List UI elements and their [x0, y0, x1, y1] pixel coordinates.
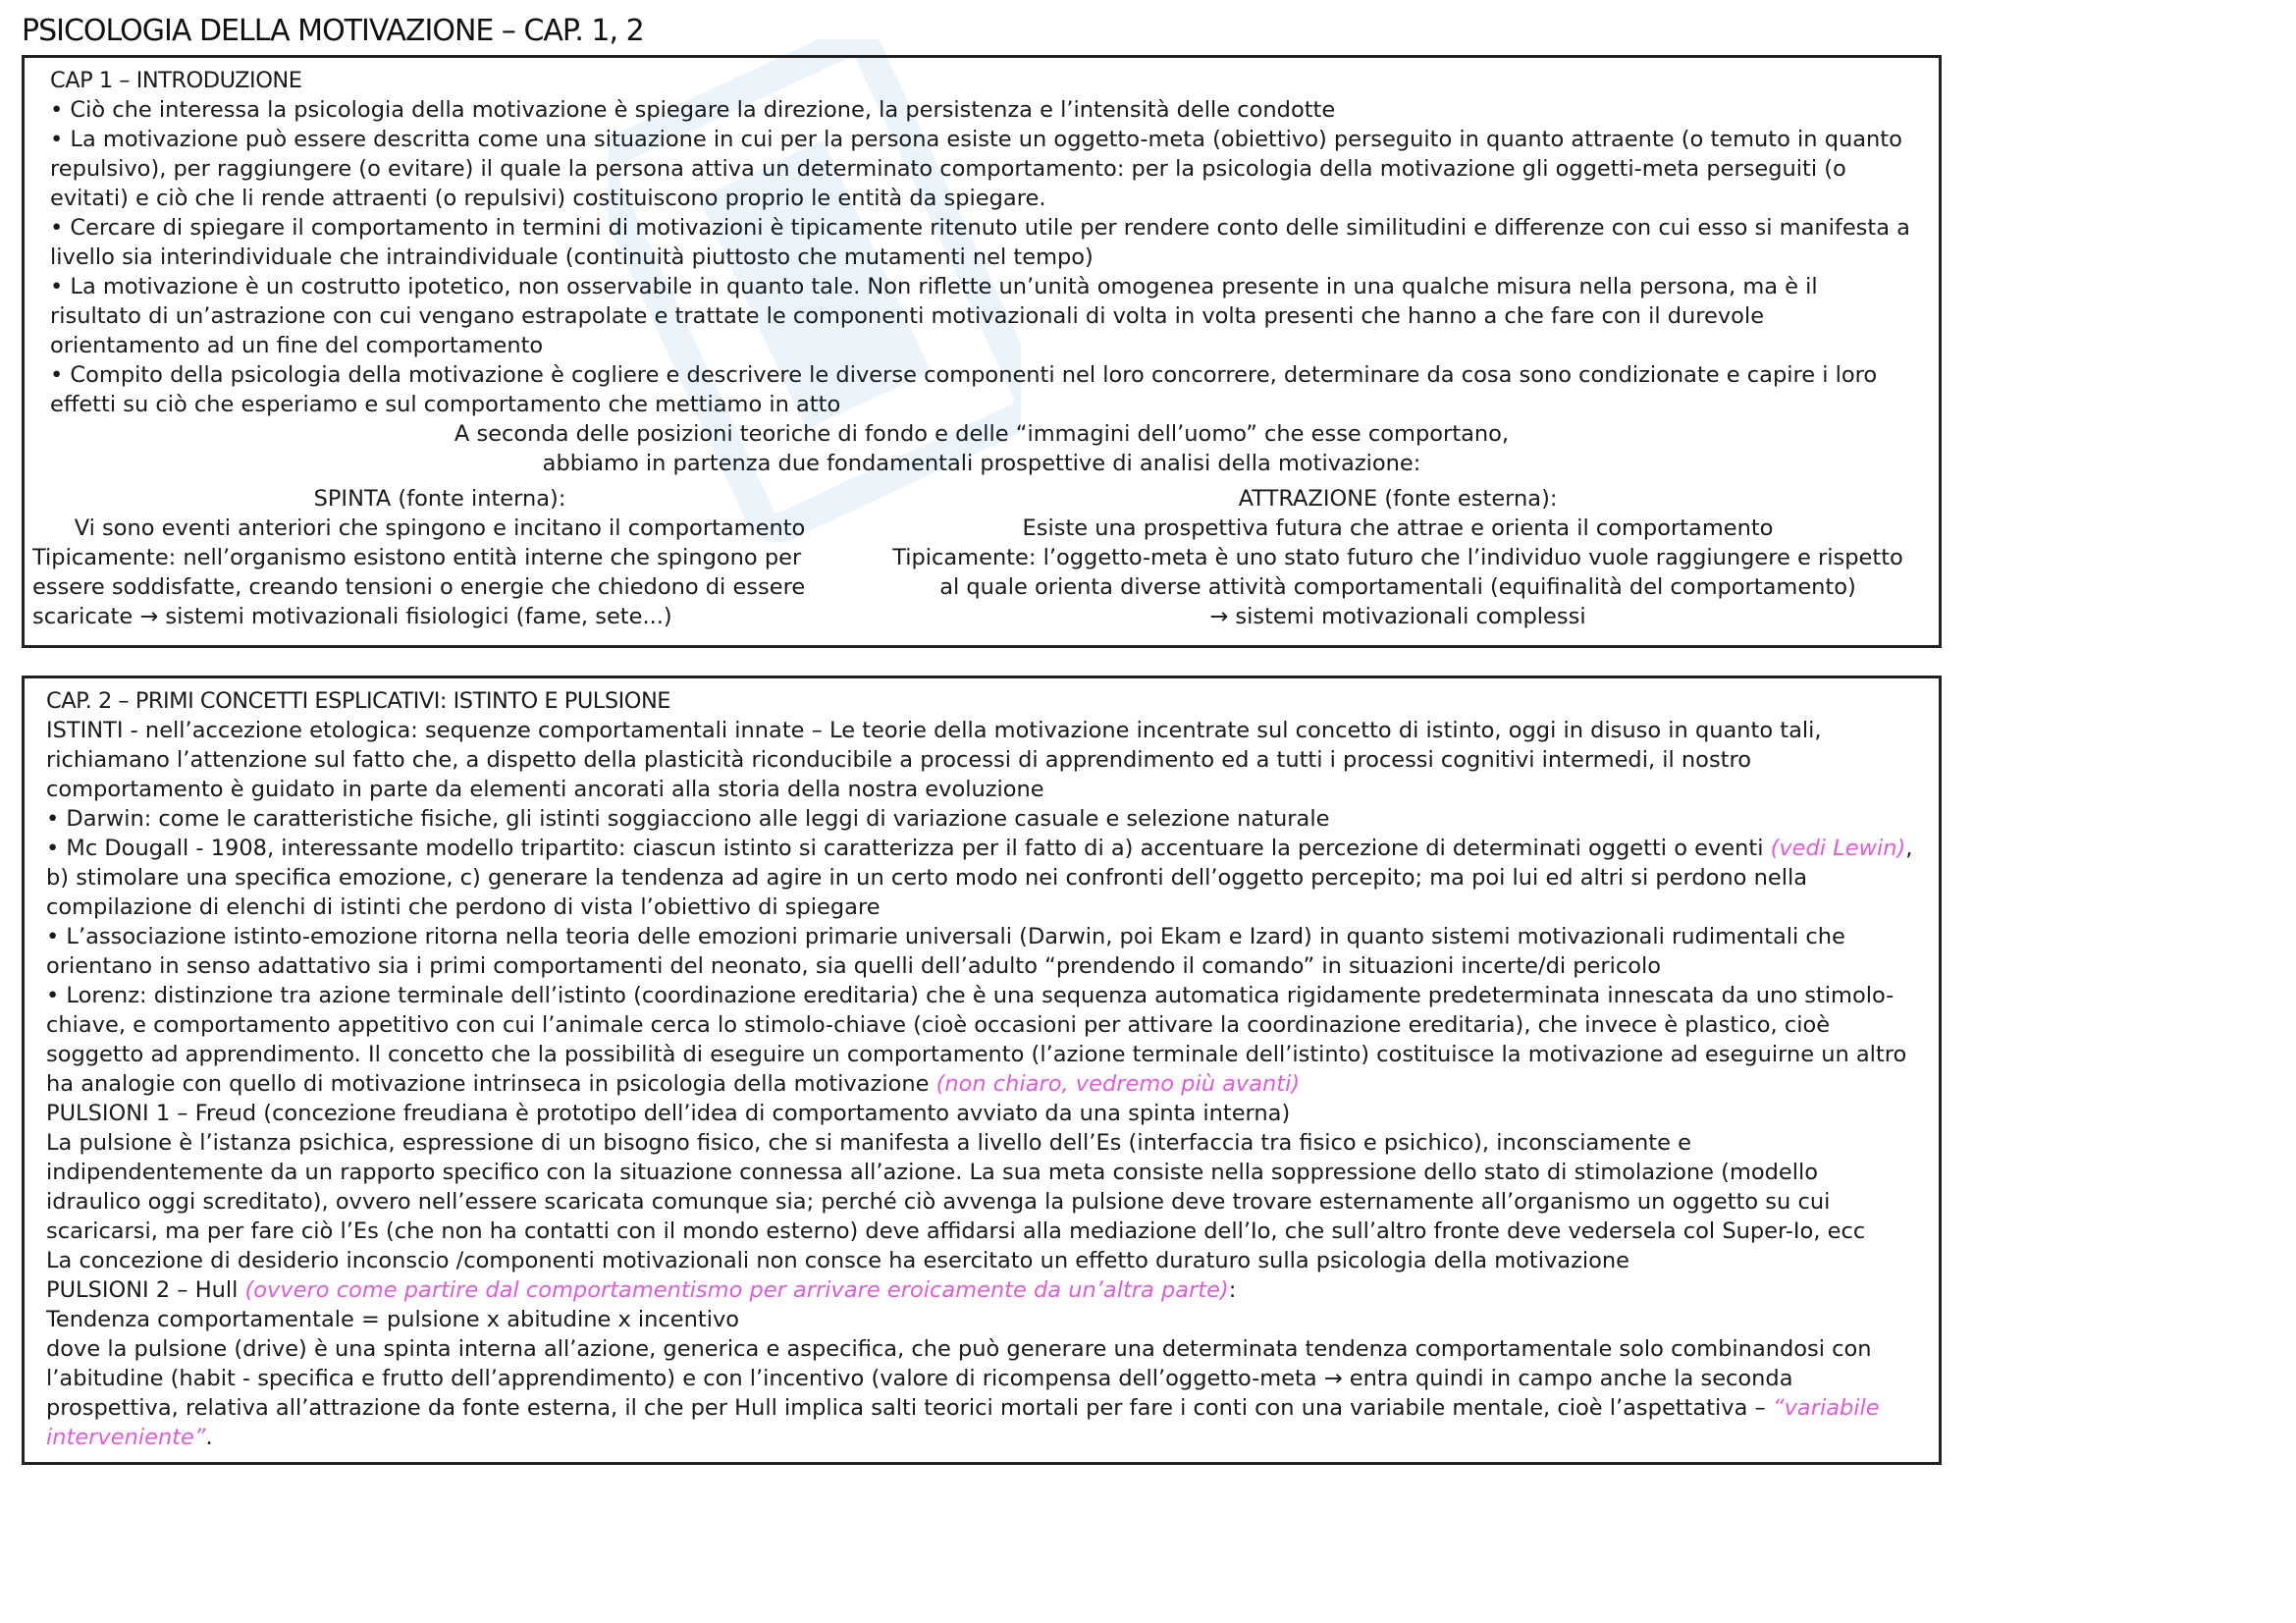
- attrazione-line-1: Esiste una prospettiva futura che attrae e orienta il comportamento: [1022, 515, 1774, 541]
- istinti-paragraph: ISTINTI - nell’accezione etologica: sequenze comportamentali innate – Le teorie della motivazione incentrate sul concetto di istinto, oggi in disuso in quanto tali, richiamano l’attenzione sul fatto che, a dispetto della plasticità riconducibile a processi di apprendimento ed a tutti i processi cognitivi intermedi, il nostro comportamento è guidato in parte da elementi ancorati alla storia della nostra evoluzione: [46, 718, 1822, 802]
- spinta-title: SPINTA (fonte interna):: [313, 486, 566, 512]
- mcdougall-text-b: , b) stimolare una specifica emozione, c) generare la tendenza ad agire in un certo modo nei confronti dell’oggetto percepito; ma poi lui ed altri si perdono nella compilazione di elenchi di istinti che perdono di vista l’obiettivo di spiegare: [46, 836, 1913, 920]
- chapter-1-bullet: • La motivazione può essere descritta come una situazione in cui per la persona esiste un oggetto-meta (obiettivo) perseguito in quanto attraente (o temuto in quanto repulsivo), per raggiungere (o evitare) il quale la persona attiva un determinato comportamento: per la psicologia della motivazione gli oggetti-meta perseguiti (o evitati) e ciò che li rende attraenti (o repulsivi) costituiscono proprio le entità da spiegare.: [50, 127, 1902, 211]
- chapter-2-box: [22, 676, 1942, 1465]
- attrazione-title: ATTRAZIONE (fonte esterna):: [1238, 486, 1558, 512]
- chapter-1-title: CAP 1 – INTRODUZIONE: [50, 68, 302, 93]
- lorenz-bullet: [46, 981, 1913, 1099]
- mcdougall-bullet: [46, 834, 1913, 922]
- hull-text: dove la pulsione (drive) è una spinta interna all’azione, generica e aspecifica, che può generare una determinata tendenza comportamentale solo combinandosi con l’abitudine (habit - specifica e frutto dell’apprendimento) e con l’incentivo (valore di ricompensa dell’oggetto-meta → entra quindi in campo anche la seconda prospettiva, relativa all’attrazione da fonte esterna, il che per Hull implica salti teorici mortali per fare i conti con una variabile mentale, cioè l’aspettativa –: [46, 1336, 1872, 1421]
- lorenz-text: • Lorenz: distinzione tra azione terminale dell’istinto (coordinazione ereditaria) che è una sequenza automatica rigidamente predeterminata innescata da uno stimolo-chiave, e comportamento appetitivo con cui l’animale cerca lo stimolo-chiave (cioè occasioni per attivare la coordinazione ereditaria), che invece è plastico, cioè soggetto ad apprendimento. Il concetto che la possibilità di eseguire un comportamento (l’azione terminale dell’istinto) costituisce la motivazione ad eseguirne un altro ha analogie con quello di motivazione intrinseca in psicologia della motivazione: [46, 983, 1907, 1097]
- pulsioni-1-title: PULSIONI 1 – Freud (concezione freudiana è prototipo dell’idea di comportamento avviato da una spinta interna): [46, 1101, 1291, 1126]
- chapter-1-bullet: • Compito della psicologia della motivazione è cogliere e descrivere le diverse componenti nel loro concorrere, determinare da cosa sono condizionate e capire i loro effetti su ciò che esperiamo e sul comportamento che mettiamo in atto: [50, 362, 1878, 417]
- spinta-column: [32, 484, 847, 631]
- perspectives-intro-line-1: A seconda delle posizioni teoriche di fondo e delle “immagini dell’uomo” che esse comportano,: [454, 421, 1510, 447]
- chapter-1-box: [22, 55, 1942, 648]
- pulsioni-1-body: La pulsione è l’istanza psichica, espressione di un bisogno fisico, che si manifesta a livello dell’Es (interfaccia tra fisico e psichico), inconsciamente e indipendentemente da un rapporto specifico con la situazione connessa all’azione. La sua meta consiste nella soppressione dello stato di stimolazione (modello idraulico oggi screditato), ovvero nell’essere scaricata comunque sia; perché ciò avvenga la pulsione deve trovare esternamente all’organismo un oggetto su cui scaricarsi, ma per fare ciò l’Es (che non ha contatti con il mondo esterno) deve affidarsi alla mediazione dell’Io, che sull’altro fronte deve vedersela col Super-Io, ecc: [46, 1130, 1866, 1244]
- chapter-1-bullet: • Cercare di spiegare il comportamento in termini di motivazioni è tipicamente ritenuto utile per rendere conto delle similitudini e differenze con cui esso si manifesta a livello sia interindividuale che intraindividuale (continuità piuttosto che mutamenti nel tempo): [50, 215, 1910, 270]
- darwin-bullet: • Darwin: come le caratteristiche fisiche, gli istinti soggiacciono alle leggi di variazione casuale e selezione naturale: [46, 806, 1330, 832]
- chapter-2-title: CAP. 2 – PRIMI CONCETTI ESPLICATIVI: ISTINTO E PULSIONE: [46, 688, 671, 714]
- hull-formula: Tendenza comportamentale = pulsione x abitudine x incentivo: [46, 1307, 740, 1332]
- attrazione-line-2: Tipicamente: l’oggetto-meta è uno stato futuro che l’individuo vuole raggiungere e rispetto al quale orienta diverse attività comportamentali (equifinalità del comportamento): [892, 545, 1903, 600]
- spinta-line-1: Vi sono eventi anteriori che spingono e incitano il comportamento: [74, 515, 806, 541]
- hull-end: .: [205, 1425, 213, 1450]
- pulsioni-2-colon: :: [1228, 1277, 1237, 1303]
- perspectives-columns: [32, 484, 1913, 631]
- pulsioni-2-title: PULSIONI 2 – Hull: [46, 1277, 245, 1303]
- pulsioni-2-note: (ovvero come partire dal comportamentismo per arrivare eroicamente da un’altra parte): [244, 1277, 1229, 1303]
- attrazione-column: [882, 484, 1913, 631]
- spinta-line-2: Tipicamente: nell’organismo esistono entità interne che spingono per essere soddisfatte, creando tensioni o energie che chiedono di essere scaricate → sistemi motivazionali fisiologici (fame, sete...): [32, 545, 806, 629]
- associazione-bullet: • L’associazione istinto-emozione ritorna nella teoria delle emozioni primarie universali (Darwin, poi Ekam e Izard) in quanto sistemi motivazionali rudimentali che orientano in senso adattativo sia i primi comportamenti del neonato, sia quelli dell’adulto “prendendo il comando” in situazioni incerte/di pericolo: [46, 924, 1845, 979]
- pulsioni-2-heading: [46, 1275, 1913, 1305]
- page-title: PSICOLOGIA DELLA MOTIVAZIONE – CAP. 1, 2: [22, 14, 644, 48]
- hull-note: “variabile interveniente”: [46, 1395, 1880, 1450]
- perspectives-intro-line-2: abbiamo in partenza due fondamentali prospettive di analisi della motivazione:: [542, 451, 1421, 476]
- lorenz-note: (non chiaro, vedremo più avanti): [935, 1071, 1301, 1097]
- attrazione-line-3: → sistemi motivazionali complessi: [1209, 604, 1586, 629]
- chapter-1-bullet: • Ciò che interessa la psicologia della motivazione è spiegare la direzione, la persistenza e l’intensità delle condotte: [50, 97, 1336, 123]
- chapter-1-bullet: • La motivazione è un costrutto ipotetico, non osservabile in quanto tale. Non riflette un’unità omogenea presente in una qualche misura nella persona, ma è il risultato di un’astrazione con cui vengano estrapolate e trattate le componenti motivazionali di volta in volta presenti che hanno a che fare con il durevole orientamento ad un fine del comportamento: [50, 274, 1818, 358]
- hull-paragraph: [46, 1334, 1913, 1452]
- desiderio-paragraph: La concezione di desiderio inconscio /componenti motivazionali non consce ha esercitato un effetto duraturo sulla psicologia della motivazione: [46, 1248, 1630, 1273]
- mcdougall-note: (vedi Lewin): [1770, 836, 1906, 861]
- mcdougall-text-a: • Mc Dougall - 1908, interessante modello tripartito: ciascun istinto si caratterizza per il fatto di a) accentuare la percezione di determinati oggetti o eventi: [46, 836, 1771, 861]
